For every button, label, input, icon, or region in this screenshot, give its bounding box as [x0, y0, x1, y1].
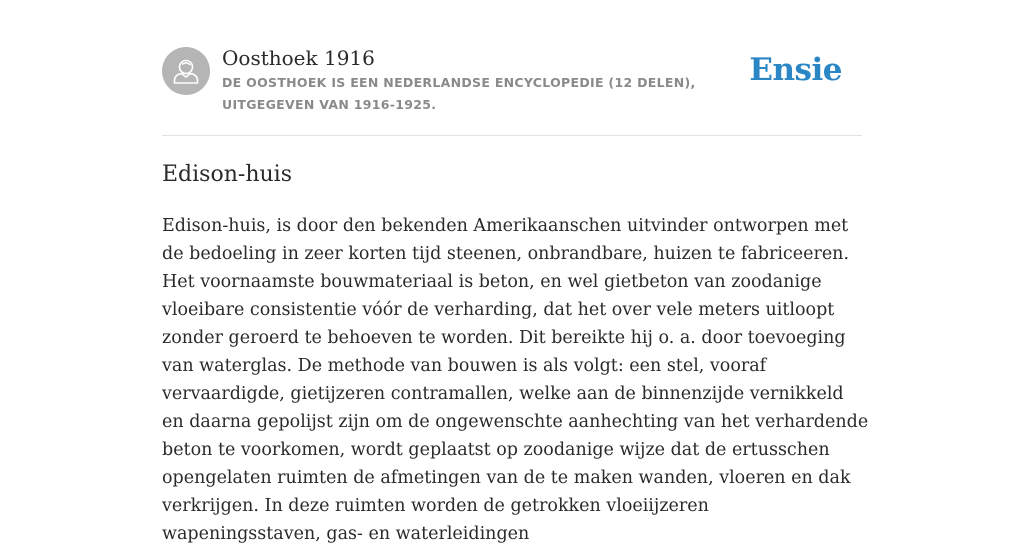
source-header [162, 44, 862, 118]
user-silhouette-icon [162, 47, 210, 95]
ensie-logo[interactable]: Ensie [749, 52, 842, 88]
entry-title: Edison-huis [162, 162, 292, 187]
source-title[interactable]: Oosthoek 1916 [222, 46, 375, 70]
header-divider [162, 135, 862, 136]
source-avatar[interactable] [162, 47, 210, 95]
entry-body [162, 212, 870, 548]
entry-paragraph: Edison-huis, is door den bekenden Amerikaanschen uitvinder ontworpen met de bedoeling in zeer korten tijd steenen, onbrandbare, huizen te fabriceeren. Het voornaamste bouwmateriaal is beton, en wel gietbeton van zoodanige vloeibare consistentie vóór de verharding, dat het over vele meters uitloopt zonder geroerd te behoeven te worden. Dit bereikte hij o. a. door toevoeging van waterglas. De methode van bouwen is als volgt: een stel, vooraf vervaardigde, gietijzeren contramallen, welke aan de binnenzijde vernikkeld en daarna gepolijst zijn om de ongewenschte aanhechting van het verhardende beton te voorkomen, wordt geplaatst op zoodanige wijze dat de ertusschen opengelaten ruimten de afmetingen van de te maken wanden, vloeren en dak verkrijgen. In deze ruimten worden de getrokken vloeiijzeren wapeningsstaven, gas- en waterleidingen [162, 216, 869, 544]
source-description: DE OOSTHOEK IS EEN NEDERLANDSE ENCYCLOPEDIE (12 DELEN), UITGEGEVEN VAN 1916-1925. [222, 75, 696, 112]
